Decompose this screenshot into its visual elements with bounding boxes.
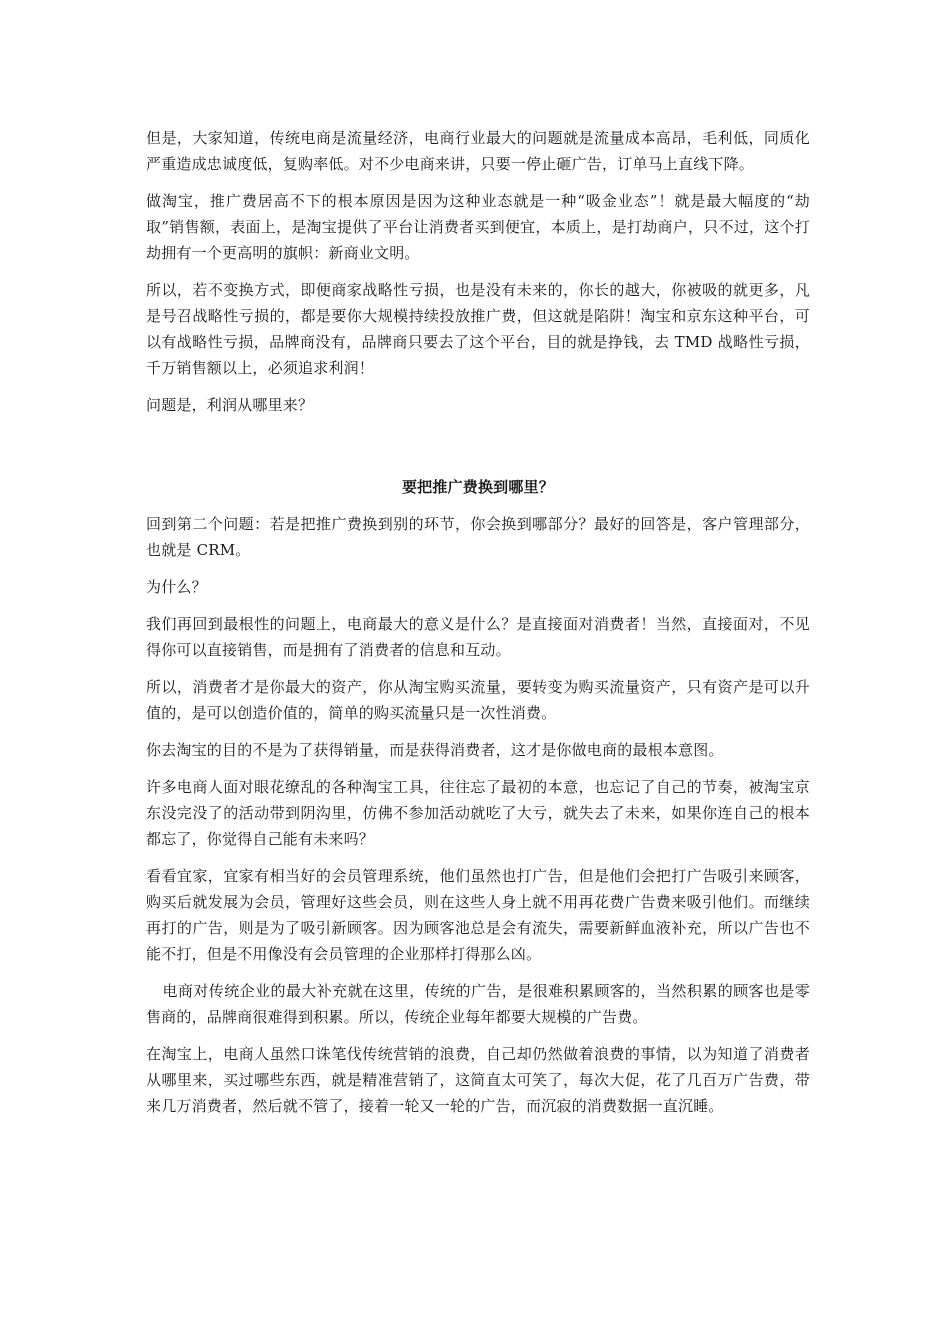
section-heading: 要把推广费换到哪里？ xyxy=(401,478,554,496)
paragraph: 做淘宝，推广费居高不下的根本原因是因为这种业态就是一种“吸金业态”！就是最大幅度的“劫取”销售额，表面上，是淘宝提供了平台让消费者买到便宜，本质上，是打劫商户，只不过，这个打劫拥有一个更高明的旗帜：新商业文明。 xyxy=(146,192,810,262)
paragraph: 所以，若不变换方式，即便商家战略性亏损，也是没有未来的，你长的越大，你被吸的就更多，凡是号召战略性亏损的，都是要你大规模持续投放推广费，但这就是陷阱！淘宝和京东这种平台，可以有战略性亏损，品牌商没有，品牌商只要去了这个平台，目的就是挣钱，去 TMD 战略性亏损，千万销售额以上，必须追求利润！ xyxy=(146,281,810,377)
paragraph: 为什么？ xyxy=(146,578,207,596)
paragraph: 但是，大家知道，传统电商是流量经济，电商行业最大的问题就是流量成本高昂，毛利低，同质化严重造成忠诚度低，复购率低。对不少电商来讲，只要一停止砸广告，订单马上直线下降。 xyxy=(146,129,810,173)
paragraph: 在淘宝上，电商人虽然口诛笔伐传统营销的浪费，自己却仍然做着浪费的事情，以为知道了消费者从哪里来，买过哪些东西，就是精准营销了，这简直太可笑了，每次大促，花了几百万广告费，带来几万消费者，然后就不管了，接着一轮又一轮的广告，而沉寂的消费数据一直沉睡。 xyxy=(146,1045,810,1115)
paragraph: 你去淘宝的目的不是为了获得销量，而是获得消费者，这才是你做电商的最根本意图。 xyxy=(146,741,724,759)
paragraph: 回到第二个问题：若是把推广费换到别的环节，你会换到哪部分？最好的回答是，客户管理部分，也就是 CRM。 xyxy=(146,515,810,559)
paragraph: 电商对传统企业的最大补充就在这里，传统的广告，是很难积累顾客的，当然积累的顾客也是零售商的，品牌商很难得到积累。所以，传统企业每年都要大规模的广告费。 xyxy=(146,982,810,1026)
paragraph: 所以，消费者才是你最大的资产，你从淘宝购买流量，要转变为购买流量资产，只有资产是可以升值的，是可以创造价值的，简单的购买流量只是一次性消费。 xyxy=(146,678,810,722)
paragraph: 许多电商人面对眼花缭乱的各种淘宝工具，往往忘了最初的本意，也忘记了自己的节奏，被淘宝京东没完没了的活动带到阴沟里，仿佛不参加活动就吃了大亏，就失去了未来，如果你连自己的根本都忘了，你觉得自己能有未来吗？ xyxy=(146,778,810,848)
paragraph: 我们再回到最根性的问题上，电商最大的意义是什么？是直接面对消费者！当然，直接面对，不见得你可以直接销售，而是拥有了消费者的信息和互动。 xyxy=(146,615,810,659)
paragraph: 看看宜家，宜家有相当好的会员管理系统，他们虽然也打广告，但是他们会把打广告吸引来顾客，购买后就发展为会员，管理好这些会员，则在这些人身上就不用再花费广告费来吸引他们。而继续再打的广告，则是为了吸引新顾客。因为顾客池总是会有流失，需要新鲜血液补充，所以广告也不能不打，但是不用像没有会员管理的企业那样打得那么凶。 xyxy=(146,867,810,963)
document-body xyxy=(146,125,810,1130)
section-gap xyxy=(146,429,810,474)
paragraph: 问题是，利润从哪里来？ xyxy=(146,396,314,414)
